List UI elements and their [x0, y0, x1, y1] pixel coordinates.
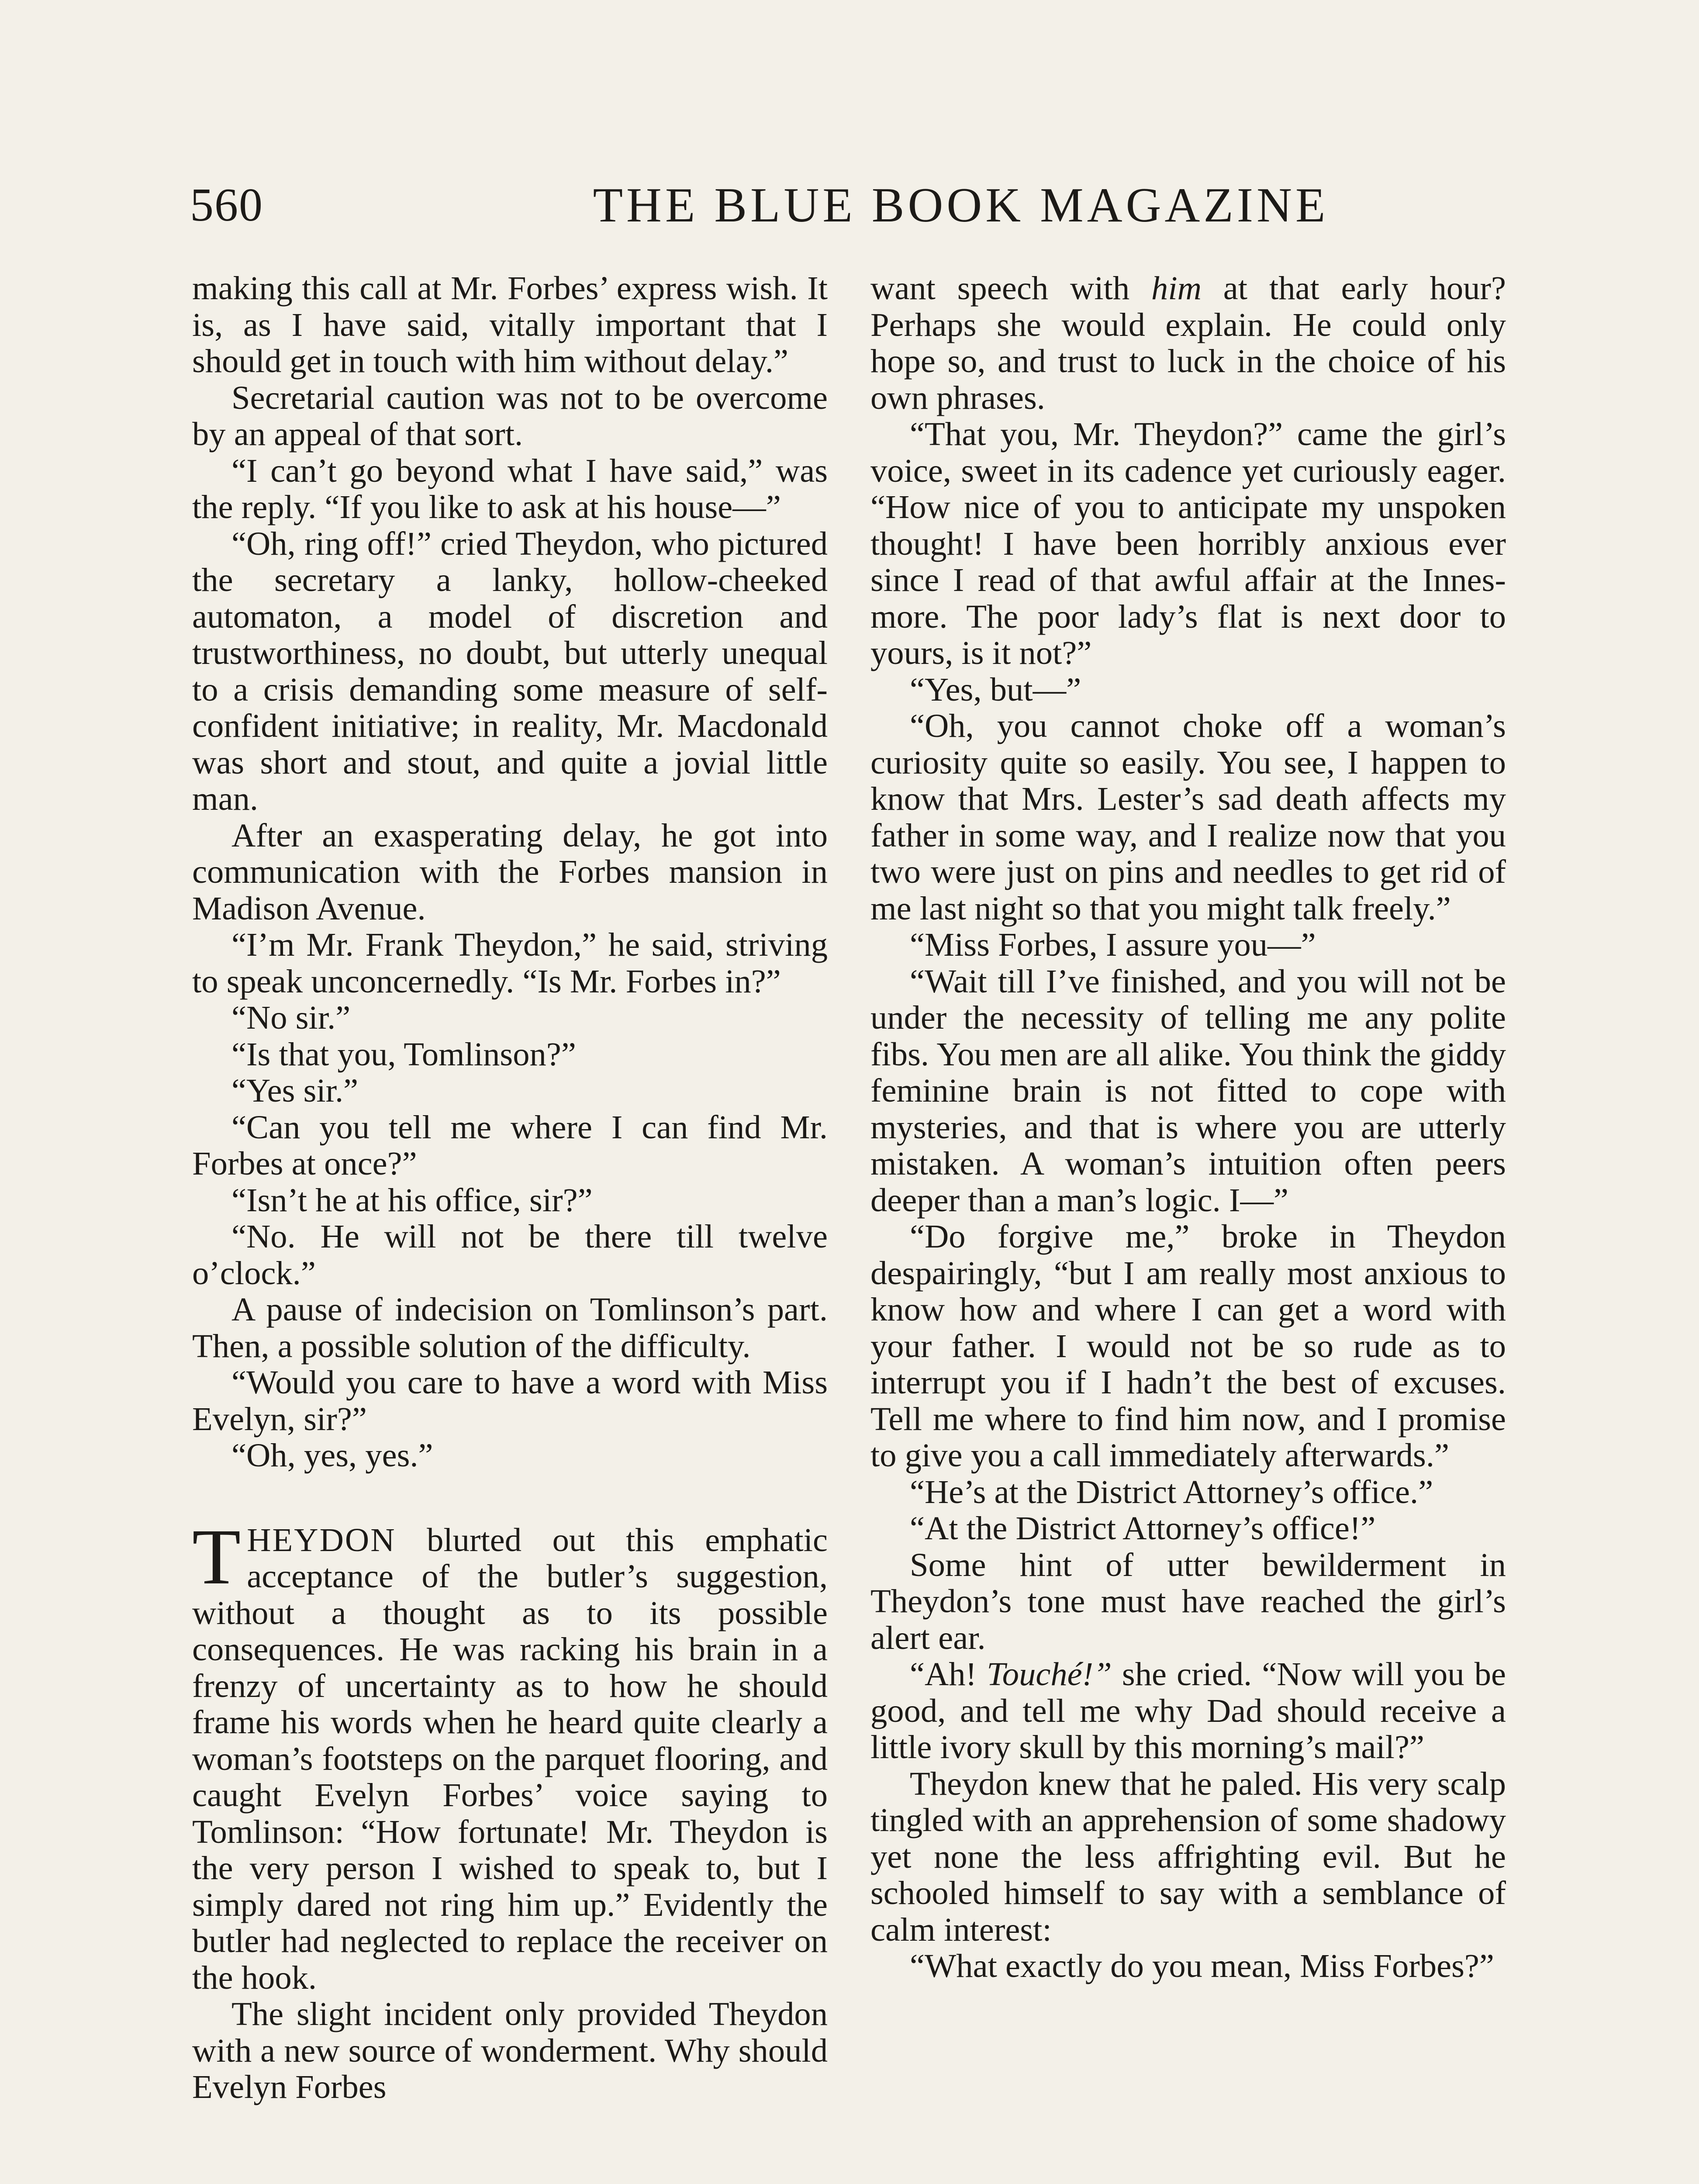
drop-cap: T: [192, 1513, 241, 1601]
right-column: [870, 270, 1506, 1984]
dropcap-paragraph: [192, 1513, 828, 1996]
paragraph: making this call at Mr. Forbes’ express wish. It is, as I have said, vitally important that I should get in touch with him without delay.”: [192, 270, 828, 380]
paragraph: “What exactly do you mean, Miss Forbes?”: [910, 1947, 1494, 1984]
emphasis-text: him: [1151, 270, 1202, 307]
paragraph: Secretarial caution was not to be overcome by an appeal of that sort.: [192, 379, 828, 453]
paragraph: “Is that you, Tomlinson?”: [231, 1035, 576, 1073]
paragraph: “I’m Mr. Frank Theydon,” he said, striving to speak unconcernedly. “Is Mr. Forbes in?”: [192, 926, 828, 1000]
page-number: 560: [190, 179, 263, 231]
paragraph: “He’s at the District Attorney’s office.”: [910, 1473, 1433, 1510]
paragraph-text: at that early hour? Perhaps she would explain. He could only hope so, and trust to luck in the choice of his own phrases.: [870, 270, 1506, 416]
paragraph: “Yes, but—”: [910, 670, 1081, 708]
paragraph: “Oh, ring off!” cried Theydon, who pictured the secretary a lanky, hollow-cheeked automaton, a model of discretion and trustworthiness, no doubt, but utterly unequal to a crisis demanding some measure of self-confident initiative; in reality, Mr. Macdonald was short and stout, and quite a jovial little man.: [192, 525, 828, 817]
paragraph: “That you, Mr. Theydon?” came the girl’s voice, sweet in its cadence yet curiously eager. “How nice of you to anticipate my unspoken thought! I have been horribly anxious ever since I read of that awful affair at the Innesmore. The poor lady’s flat is next door to yours, is it not?”: [870, 415, 1506, 671]
paragraph: A pause of indecision on Tomlinson’s part. Then, a possible solution of the difficulty.: [192, 1291, 828, 1365]
paragraph: “Oh, you cannot choke off a woman’s curiosity quite so easily. You see, I happen to know that Mrs. Lester’s sad death affects my father in some way, and I realize now that you two were just on pins and needles to get rid of me last night so that you might talk freely.”: [870, 707, 1506, 927]
small-caps-lead: HEYDON: [247, 1521, 396, 1559]
page-header: [190, 168, 1518, 242]
paragraph: [870, 270, 1506, 416]
paragraph: “Can you tell me where I can find Mr. Forbes at once?”: [192, 1108, 828, 1182]
emphasis-text: Touché!”: [987, 1655, 1112, 1693]
paragraph: “No sir.”: [231, 999, 351, 1036]
left-column: [192, 270, 828, 2105]
paragraph: “Do forgive me,” broke in Theydon despairingly, “but I am really most anxious to know how and where I can get a word with your father. I would not be so rude as to interrupt you if I hadn’t the best of excuses. Tell me where to find him now, and I promise to give you a call immediately afterwards.”: [870, 1218, 1506, 1474]
paragraph-text: “Ah!: [910, 1655, 987, 1693]
paragraph: “Wait till I’ve finished, and you will not be under the necessity of telling me any polite fibs. You men are all alike. You think the giddy feminine brain is not fitted to cope with mysteries, and that is where you are utterly mistaken. A woman’s intuition often peers deeper than a man’s logic. I—”: [870, 962, 1506, 1219]
paragraph: Theydon knew that he paled. His very scalp tingled with an apprehension of some shadowy yet none the less affrighting evil. But he schooled himself to say with a semblance of calm interest:: [870, 1765, 1506, 1948]
magazine-title: THE BLUE BOOK MAGAZINE: [593, 178, 1329, 232]
paragraph: After an exasperating delay, he got into communication with the Forbes mansion in Madison Avenue.: [192, 816, 828, 927]
paragraph: “I can’t go beyond what I have said,” was the reply. “If you like to ask at his house—”: [192, 452, 828, 525]
paragraph-text: blurted out this emphatic acceptance of the butler’s suggestion, without a thought as to its possible consequences. He was racking his brain in a frenzy of uncertainty as to how he should frame his words when he heard quite clearly a woman’s footsteps on the parquet flooring, and caught Evelyn Forbes’ voice saying to Tomlinson: “How fortunate! Mr. Theydon is the very person I wished to speak to, but I simply dared not ring him up.” Evidently the butler had neglected to replace the receiver on the hook.: [192, 1521, 828, 1996]
paragraph: Some hint of utter bewilderment in Theydon’s tone must have reached the girl’s alert ear.: [870, 1546, 1506, 1656]
paragraph-text: she cried. “Now will you be good, and tell me why Dad should receive a little ivory skull by this morning’s mail?”: [870, 1655, 1506, 1766]
paragraph: The slight incident only provided Theydon with a new source of wonderment. Why should Evelyn Forbes: [192, 1995, 828, 2105]
paragraph: “At the District Attorney’s office!”: [910, 1510, 1376, 1547]
paragraph: “Would you care to have a word with Miss Evelyn, sir?”: [192, 1364, 828, 1438]
paragraph: “Isn’t he at his office, sir?”: [231, 1181, 593, 1219]
paragraph: “Yes sir.”: [231, 1072, 359, 1109]
paragraph: “No. He will not be there till twelve o’clock.”: [192, 1218, 828, 1292]
paragraph-text: want speech with: [870, 270, 1152, 307]
paragraph: “Miss Forbes, I assure you—”: [910, 926, 1316, 963]
paragraph: “Oh, yes, yes.”: [231, 1437, 433, 1474]
paragraph: [870, 1656, 1506, 1766]
